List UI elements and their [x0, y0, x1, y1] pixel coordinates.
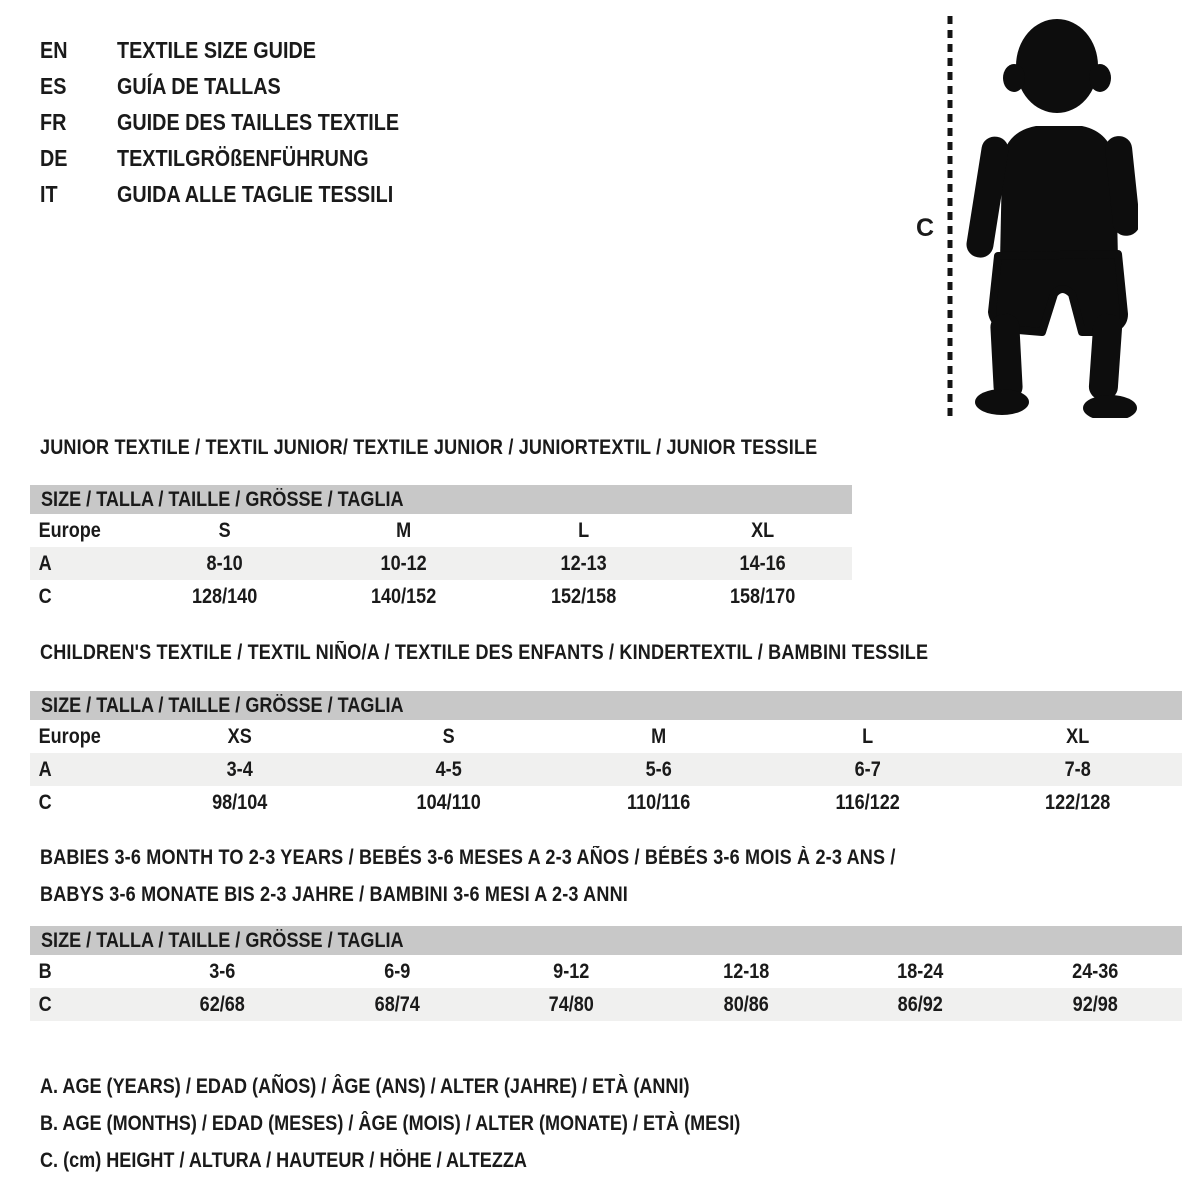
language-title-list [40, 32, 445, 212]
size-header-band [30, 485, 852, 514]
language-label: TEXTILGRÖßENFÜHRUNG [117, 144, 369, 171]
size-cell: 10-12 [380, 551, 427, 575]
size-cell: 24-36 [1071, 959, 1118, 983]
row-label: Europe [38, 724, 101, 748]
size-cell: 116/122 [835, 790, 901, 814]
row-label: C [38, 992, 52, 1016]
babies-section-title-line1: BABIES 3-6 MONTH TO 2-3 YEARS / BEBÉS 3-6 MESES A 2-3 AÑOS / BÉBÉS 3-6 MOIS À 2-3 ANS / [40, 846, 896, 869]
size-cell: 128/140 [191, 584, 258, 608]
table-row-europe [30, 720, 1182, 753]
size-cell: 92/98 [1072, 992, 1118, 1016]
legend-height-cm: C. (cm) HEIGHT / ALTURA / HAUTEUR / HÖHE / ALTEZZA [40, 1148, 527, 1172]
language-label: GUIDE DES TAILLES TEXTILE [117, 108, 400, 135]
size-cell: 8-10 [206, 551, 243, 575]
size-cell: 3-6 [209, 959, 236, 983]
size-cell: 9-12 [553, 959, 590, 983]
legend-age-years: A. AGE (YEARS) / EDAD (AÑOS) / ÂGE (ANS) / ALTER (JAHRE) / ETÀ (ANNI) [40, 1074, 690, 1098]
size-cell: 7-8 [1064, 757, 1091, 781]
size-cell: 3-4 [226, 757, 253, 781]
size-cell: XL [750, 518, 774, 542]
size-cell: 122/128 [1044, 790, 1110, 814]
size-cell: 18-24 [897, 959, 944, 983]
size-cell: 152/158 [550, 584, 616, 608]
junior-size-table [30, 485, 852, 613]
size-cell: 104/110 [416, 790, 482, 814]
size-cell: 14-16 [739, 551, 786, 575]
size-cell: 4-5 [436, 757, 463, 781]
size-cell: 6-9 [383, 959, 410, 983]
row-label: Europe [38, 518, 101, 542]
size-cell: 6-7 [854, 757, 881, 781]
language-row-de [40, 140, 445, 176]
size-cell: L [862, 724, 874, 748]
size-cell: 86/92 [897, 992, 943, 1016]
table-row-height [30, 580, 852, 613]
table-row-height [30, 786, 1182, 819]
size-cell: 110/116 [626, 790, 691, 814]
row-label: C [38, 790, 52, 814]
size-cell: 5-6 [645, 757, 672, 781]
row-label: A [38, 757, 52, 781]
table-row-europe [30, 514, 852, 547]
size-cell: 12-13 [560, 551, 607, 575]
table-row-age [30, 753, 1182, 786]
babies-section-title-line2: BABYS 3-6 MONATE BIS 2-3 JAHRE / BAMBINI 3-6 MESI A 2-3 ANNI [40, 883, 628, 906]
language-row-es [40, 68, 445, 104]
size-cell: XL [1065, 724, 1089, 748]
size-header-label: SIZE / TALLA / TAILLE / GRÖSSE / TAGLIA [41, 928, 404, 952]
size-header-label: SIZE / TALLA / TAILLE / GRÖSSE / TAGLIA [41, 487, 404, 511]
table-row-age [30, 547, 852, 580]
size-cell: M [650, 724, 667, 748]
table-row-height [30, 988, 1182, 1021]
language-row-fr [40, 104, 445, 140]
language-row-en [40, 32, 445, 68]
size-cell: S [443, 724, 456, 748]
language-code: FR [40, 108, 67, 135]
children-section-title: CHILDREN'S TEXTILE / TEXTIL NIÑO/A / TEXTILE DES ENFANTS / KINDERTEXTIL / BAMBINI TESSILE [40, 641, 929, 664]
measure-legend [40, 1068, 854, 1179]
height-measure-label: C [916, 214, 935, 242]
size-cell: 62/68 [199, 992, 245, 1016]
language-label: GUÍA DE TALLAS [117, 72, 281, 99]
size-cell: XS [227, 724, 252, 748]
size-cell: 80/86 [723, 992, 769, 1016]
language-code: IT [40, 180, 58, 207]
size-header-band [30, 926, 1182, 955]
size-cell: 140/152 [371, 584, 437, 608]
height-measure-line [945, 16, 955, 418]
size-cell: S [218, 518, 231, 542]
size-header-label: SIZE / TALLA / TAILLE / GRÖSSE / TAGLIA [41, 693, 404, 717]
size-cell: 158/170 [729, 584, 796, 608]
size-cell: L [577, 518, 589, 542]
junior-section-title: JUNIOR TEXTILE / TEXTIL JUNIOR/ TEXTILE JUNIOR / JUNIORTEXTIL / JUNIOR TESSILE [40, 436, 818, 459]
row-label: B [38, 959, 52, 983]
size-cell: 68/74 [374, 992, 420, 1016]
children-size-table [30, 691, 1182, 819]
row-label: C [38, 584, 52, 608]
legend-age-months: B. AGE (MONTHS) / EDAD (MESES) / ÂGE (MOIS) / ALTER (MONATE) / ETÀ (MESI) [40, 1111, 741, 1135]
toddler-silhouette-icon [960, 14, 1138, 418]
size-cell: 12-18 [722, 959, 769, 983]
size-cell: 98/104 [212, 790, 268, 814]
size-cell: 74/80 [548, 992, 594, 1016]
language-code: ES [40, 72, 67, 99]
language-label: GUIDA ALLE TAGLIE TESSILI [117, 180, 394, 207]
babies-size-table [30, 926, 1182, 1021]
language-row-it [40, 176, 445, 212]
size-header-band [30, 691, 1182, 720]
row-label: A [38, 551, 52, 575]
language-label: TEXTILE SIZE GUIDE [117, 36, 316, 63]
table-row-age-months [30, 955, 1182, 988]
language-code: DE [40, 144, 68, 171]
language-code: EN [40, 36, 68, 63]
size-cell: M [396, 518, 412, 542]
